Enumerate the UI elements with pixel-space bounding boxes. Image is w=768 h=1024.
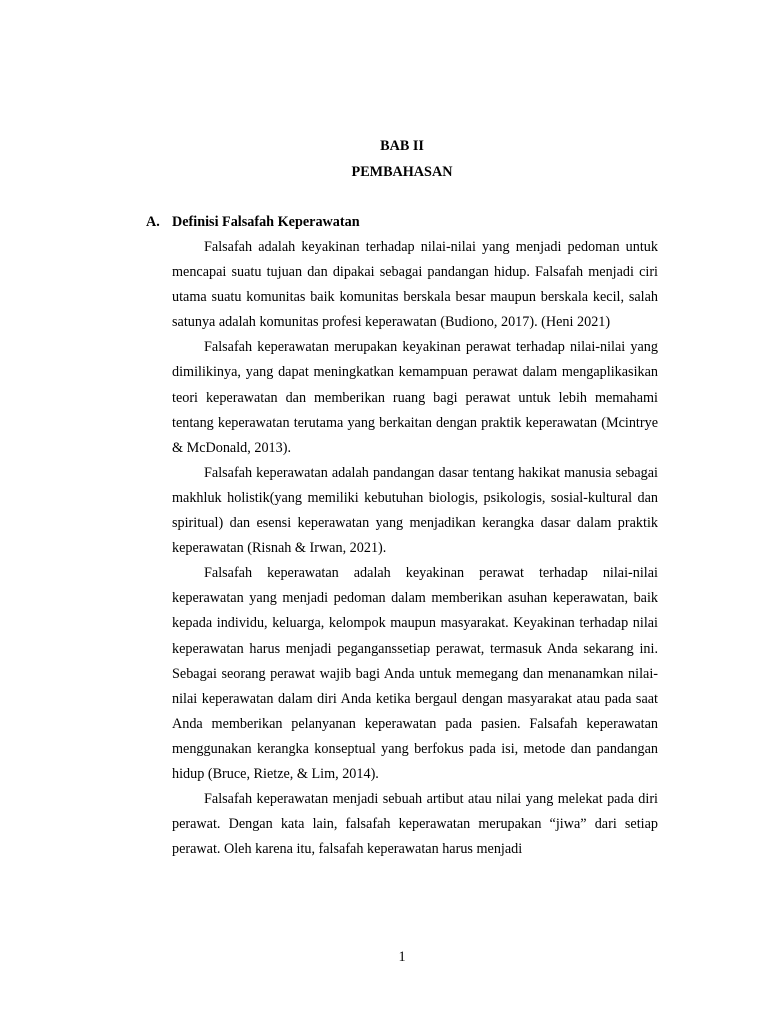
paragraph: Falsafah keperawatan adalah pandangan dasar tentang hakikat manusia sebagai makhluk holistik(yang memiliki kebutuhan biologis, psikologis, sosial-kultural dan spiritual) dan esensi keperawatan yang menjadikan kerangka dasar dalam praktik keperawatan (Risnah & Irwan, 2021). <box>172 464 658 557</box>
section-label: A. <box>146 214 160 230</box>
body-text <box>172 235 658 862</box>
chapter-number: BAB II <box>380 138 424 154</box>
section-heading <box>146 212 360 232</box>
page-number: 1 <box>398 949 406 965</box>
paragraph: Falsafah keperawatan merupakan keyakinan perawat terhadap nilai-nilai yang dimilikinya, yang dapat meningkatkan kemampuan perawat dalam mengaplikasikan teori keperawatan dan memberikan ruang bagi perawat untuk lebih memahami tentang keperawatan terutama yang berkaitan dengan praktik keperawatan (Mcintrye & McDonald, 2013). <box>172 339 658 456</box>
paragraph: Falsafah adalah keyakinan terhadap nilai-nilai yang menjadi pedoman untuk mencapai suatu tujuan dan dipakai sebagai pandangan hidup. Falsafah menjadi ciri utama suatu komunitas baik komunitas berskala besar maupun berskala kecil, salah satunya adalah komunitas profesi keperawatan (Budiono, 2017). (Heni 2021) <box>172 239 658 331</box>
paragraph: Falsafah keperawatan adalah keyakinan perawat terhadap nilai-nilai keperawatan yang menjadi pedoman dalam memberikan asuhan keperawatan, baik kepada individu, keluarga, kelompok maupun masyarakat. Keyakinan terhadap nilai keperawatan harus menjadi peganganssetiap perawat, termasuk Anda sekarang ini. Sebagai seorang perawat wajib bagi Anda untuk memegang dan menanamkan nilai-nilai keperawatan dalam diri Anda ketika bergaul dengan masyarakat atau pada saat Anda memberikan pelanyanan keperawatan pada pasien. Falsafah keperawatan menggunakan kerangka konseptual yang berfokus pada isi, metode dan pandangan hidup (Bruce, Rietze, & Lim, 2014). <box>172 565 658 782</box>
section-title: Definisi Falsafah Keperawatan <box>172 214 360 230</box>
paragraph: Falsafah keperawatan menjadi sebuah artibut atau nilai yang melekat pada diri perawat. Dengan kata lain, falsafah keperawatan merupakan “jiwa” dari setiap perawat. Oleh karena itu, falsafah keperawatan harus menjadi <box>172 791 658 858</box>
chapter-title: PEMBAHASAN <box>351 164 453 180</box>
